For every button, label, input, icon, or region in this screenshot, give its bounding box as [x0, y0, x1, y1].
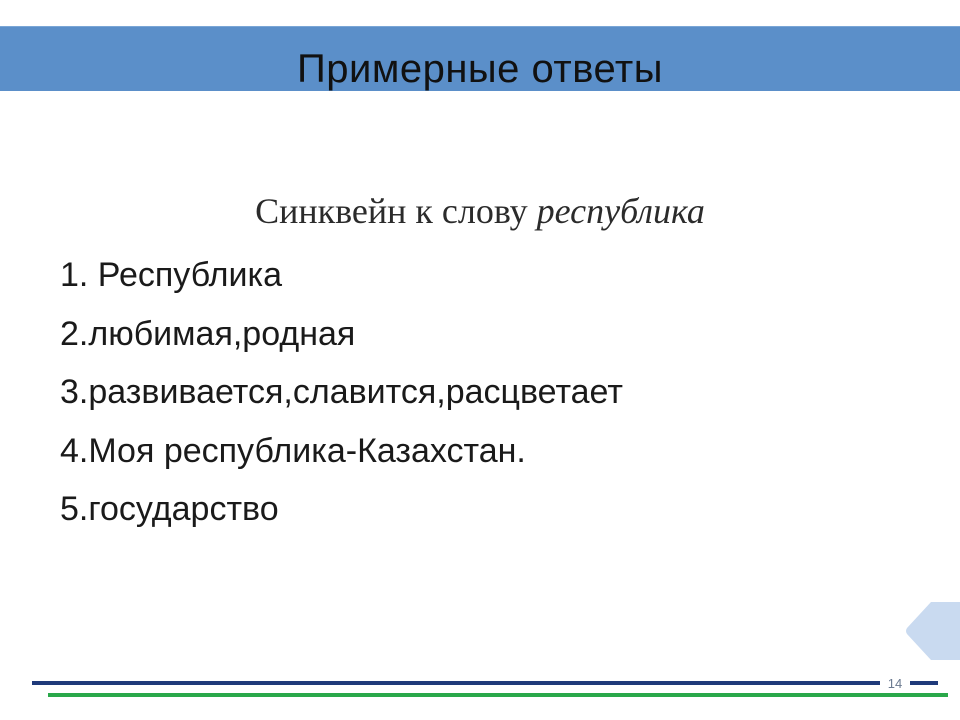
- subtitle-prefix: Синквейн к слову: [255, 191, 537, 231]
- footer-divider-green: [48, 693, 948, 697]
- title-band: [0, 26, 960, 91]
- list-item: 1. Республика: [60, 256, 282, 294]
- footer-divider-blue: [32, 681, 938, 685]
- slide-title: Примерные ответы: [296, 47, 663, 91]
- list-item: 4.Моя республика-Казахстан.: [60, 431, 526, 470]
- page-number: 14: [880, 676, 910, 691]
- slide-subtitle: [0, 190, 960, 232]
- cinquain-list: [60, 250, 623, 543]
- decorative-tab-fill: [906, 602, 960, 660]
- list-item: 2.любимая,родная: [60, 314, 356, 353]
- decorative-tab-shape: [905, 602, 960, 660]
- subtitle-emphasis: республика: [536, 191, 705, 231]
- list-item: 3.развивается,славится,расцветает: [60, 373, 623, 411]
- list-item: 5.государство: [60, 490, 279, 528]
